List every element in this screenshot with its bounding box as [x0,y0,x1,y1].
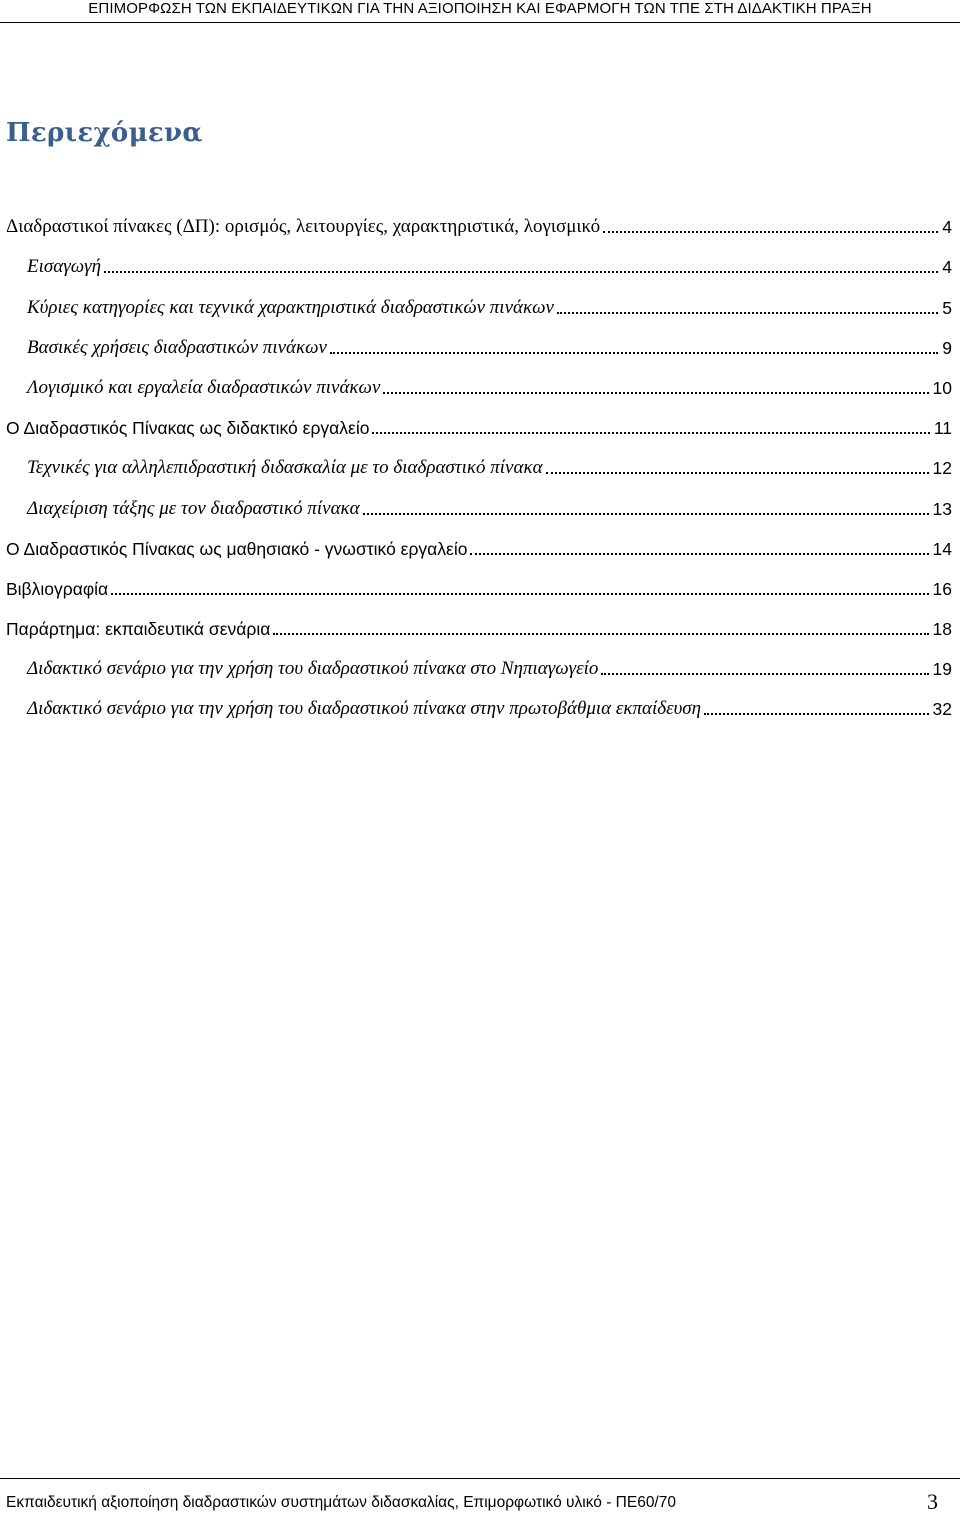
toc-entry[interactable] [0,491,960,531]
toc-entry[interactable] [0,411,960,451]
toc-entry-title: Παράρτημα: εκπαιδευτικά σενάρια [6,619,271,640]
toc-entry-page: 4 [942,217,952,238]
toc-entry-page: 18 [932,619,952,640]
toc-entry-page: 32 [932,699,952,720]
toc-entry-title: Κύριες κατηγορίες και τεχνικά χαρακτηριστικά διαδραστικών πινάκων [27,296,554,318]
toc-entry[interactable] [0,331,960,371]
toc-entry-page: 13 [932,498,952,519]
toc-entry-title: Εισαγωγή [27,256,102,278]
toc-entry-page: 9 [942,337,952,358]
toc-entry-title: Διδακτικό σενάριο για την χρήση του διαδραστικού πίνακα στην πρωτοβάθμια εκπαίδευση [27,698,702,720]
toc-entry[interactable] [0,612,960,652]
toc-entry[interactable] [0,451,960,491]
toc-entry[interactable] [0,290,960,330]
dot-leader [363,513,929,515]
toc-entry-title: Βασικές χρήσεις διαδραστικών πινάκων [27,336,327,358]
footer-text: Εκπαιδευτική αξιοποίηση διαδραστικών συστημάτων διδασκαλίας, Επιμορφωτικό υλικό - ΠΕ60/70 [6,1494,676,1511]
toc-entry-title: Λογισμικό και εργαλεία διαδραστικών πινάκων [27,376,381,398]
toc-entry-title: Βιβλιογραφία [6,578,109,599]
dot-leader [273,633,928,635]
toc-entry[interactable] [0,371,960,411]
toc-entry[interactable] [0,250,960,290]
footer-divider [0,1478,960,1479]
toc-entry-title: Διαδραστικοί πίνακες (ΔΠ): ορισμός, λειτουργίες, χαρακτηριστικά, λογισμικό [6,216,601,238]
toc-entry-title: Τεχνικές για αλληλεπιδραστική διδασκαλία με το διαδραστικό πίνακα [27,457,543,479]
toc-entry[interactable] [0,652,960,692]
toc-entry[interactable] [0,532,960,572]
toc-heading: Περιεχόμενα [6,118,203,148]
table-of-contents [0,210,960,732]
toc-entry-page: 12 [932,458,952,479]
toc-entry-page: 14 [932,538,952,559]
dot-leader [383,392,928,394]
running-header: ΕΠΙΜΟΡΦΩΣΗ ΤΩΝ ΕΚΠΑΙΔΕΥΤΙΚΩΝ ΓΙΑ ΤΗΝ ΑΞΙΟΠΟΙΗΣΗ ΚΑΙ ΕΦΑΡΜΟΓΗ ΤΩΝ ΤΠΕ ΣΤΗ ΔΙΔΑΚΤΙΚΗ ΠΡΑΞΗ [0,0,960,23]
dot-leader [546,472,929,474]
toc-entry-page: 5 [942,297,952,318]
toc-entry-title: Διδακτικό σενάριο για την χρήση του διαδραστικού πίνακα στο Νηπιαγωγείο [27,658,599,680]
toc-entry-page: 16 [932,578,952,599]
dot-leader [601,673,928,675]
dot-leader [104,271,938,273]
dot-leader [372,432,929,434]
toc-entry-page: 4 [942,257,952,278]
toc-entry-page: 10 [932,377,952,398]
dot-leader [330,352,938,354]
page-number: 3 [927,1489,938,1514]
toc-entry[interactable] [0,210,960,250]
toc-entry[interactable] [0,572,960,612]
dot-leader [603,231,938,233]
toc-entry-title: Ο Διαδραστικός Πίνακας ως διδακτικό εργαλείο [6,418,370,439]
toc-entry-title: Διαχείριση τάξης με τον διαδραστικό πίνακα [27,497,360,519]
toc-entry[interactable] [0,692,960,732]
dot-leader [111,593,928,595]
dot-leader [557,312,938,314]
toc-entry-title: Ο Διαδραστικός Πίνακας ως μαθησιακό - γνωστικό εργαλείο [6,538,468,559]
dot-leader [470,553,928,555]
toc-entry-page: 19 [932,659,952,680]
dot-leader [704,713,928,715]
toc-entry-page: 11 [933,418,952,439]
